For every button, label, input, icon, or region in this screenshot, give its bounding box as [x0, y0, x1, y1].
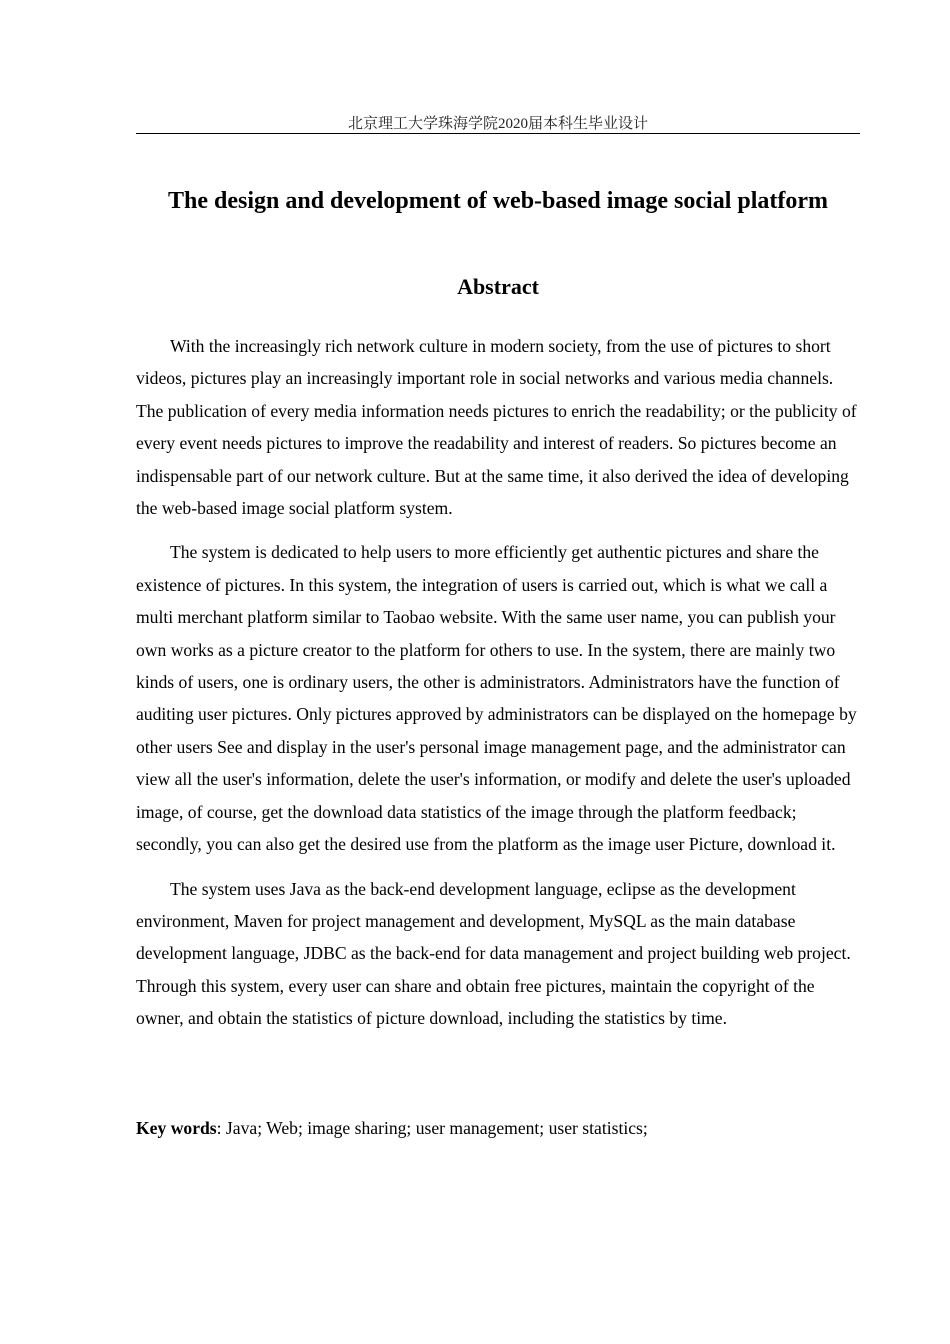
- abstract-paragraph-1: With the increasingly rich network culture in modern society, from the use of pictures to short videos, pictures play an increasingly important role in social networks and various media channels. The publication of every media information needs pictures to enrich the readability; or the publicity of every event needs pictures to improve the readability and interest of readers. So pictures become an indispensable part of our network culture. But at the same time, it also derived the idea of developing the web-based image social platform system.: [136, 336, 857, 519]
- abstract-paragraph-3: The system uses Java as the back-end development language, eclipse as the development environment, Maven for project management and development, MySQL as the main database development language, JDBC as the back-end for data management and project building web project. Through this system, every user can share and obtain free pictures, maintain the copyright of the owner, and obtain the statistics of picture download, including the statistics by time.: [136, 878, 851, 1029]
- abstract-body: [136, 330, 860, 1047]
- header-rule: [136, 133, 860, 134]
- abstract-heading: Abstract: [457, 274, 539, 299]
- keywords-text: : Java; Web; image sharing; user management; user statistics;: [216, 1118, 648, 1138]
- document-title: The design and development of web-based image social platform: [168, 188, 828, 214]
- keywords-label: Key words: [136, 1118, 217, 1138]
- abstract-paragraph-2: The system is dedicated to help users to more efficiently get authentic pictures and share the existence of pictures. In this system, the integration of users is carried out, which is what we call a multi merchant platform similar to Taobao website. With the same user name, you can publish your own works as a picture creator to the platform for others to use. In the system, there are mainly two kinds of users, one is ordinary users, the other is administrators. Administrators have the function of auditing user pictures. Only pictures approved by administrators can be displayed on the homepage by other users See and display in the user's personal image management page, and the administrator can view all the user's information, delete the user's information, or modify and delete the user's uploaded image, of course, get the download data statistics of the image through the platform feedback; secondly, you can also get the desired use from the platform as the image user Picture, download it.: [136, 542, 857, 855]
- keywords-line: [136, 1112, 860, 1144]
- running-header: 北京理工大学珠海学院2020届本科生毕业设计: [347, 116, 648, 132]
